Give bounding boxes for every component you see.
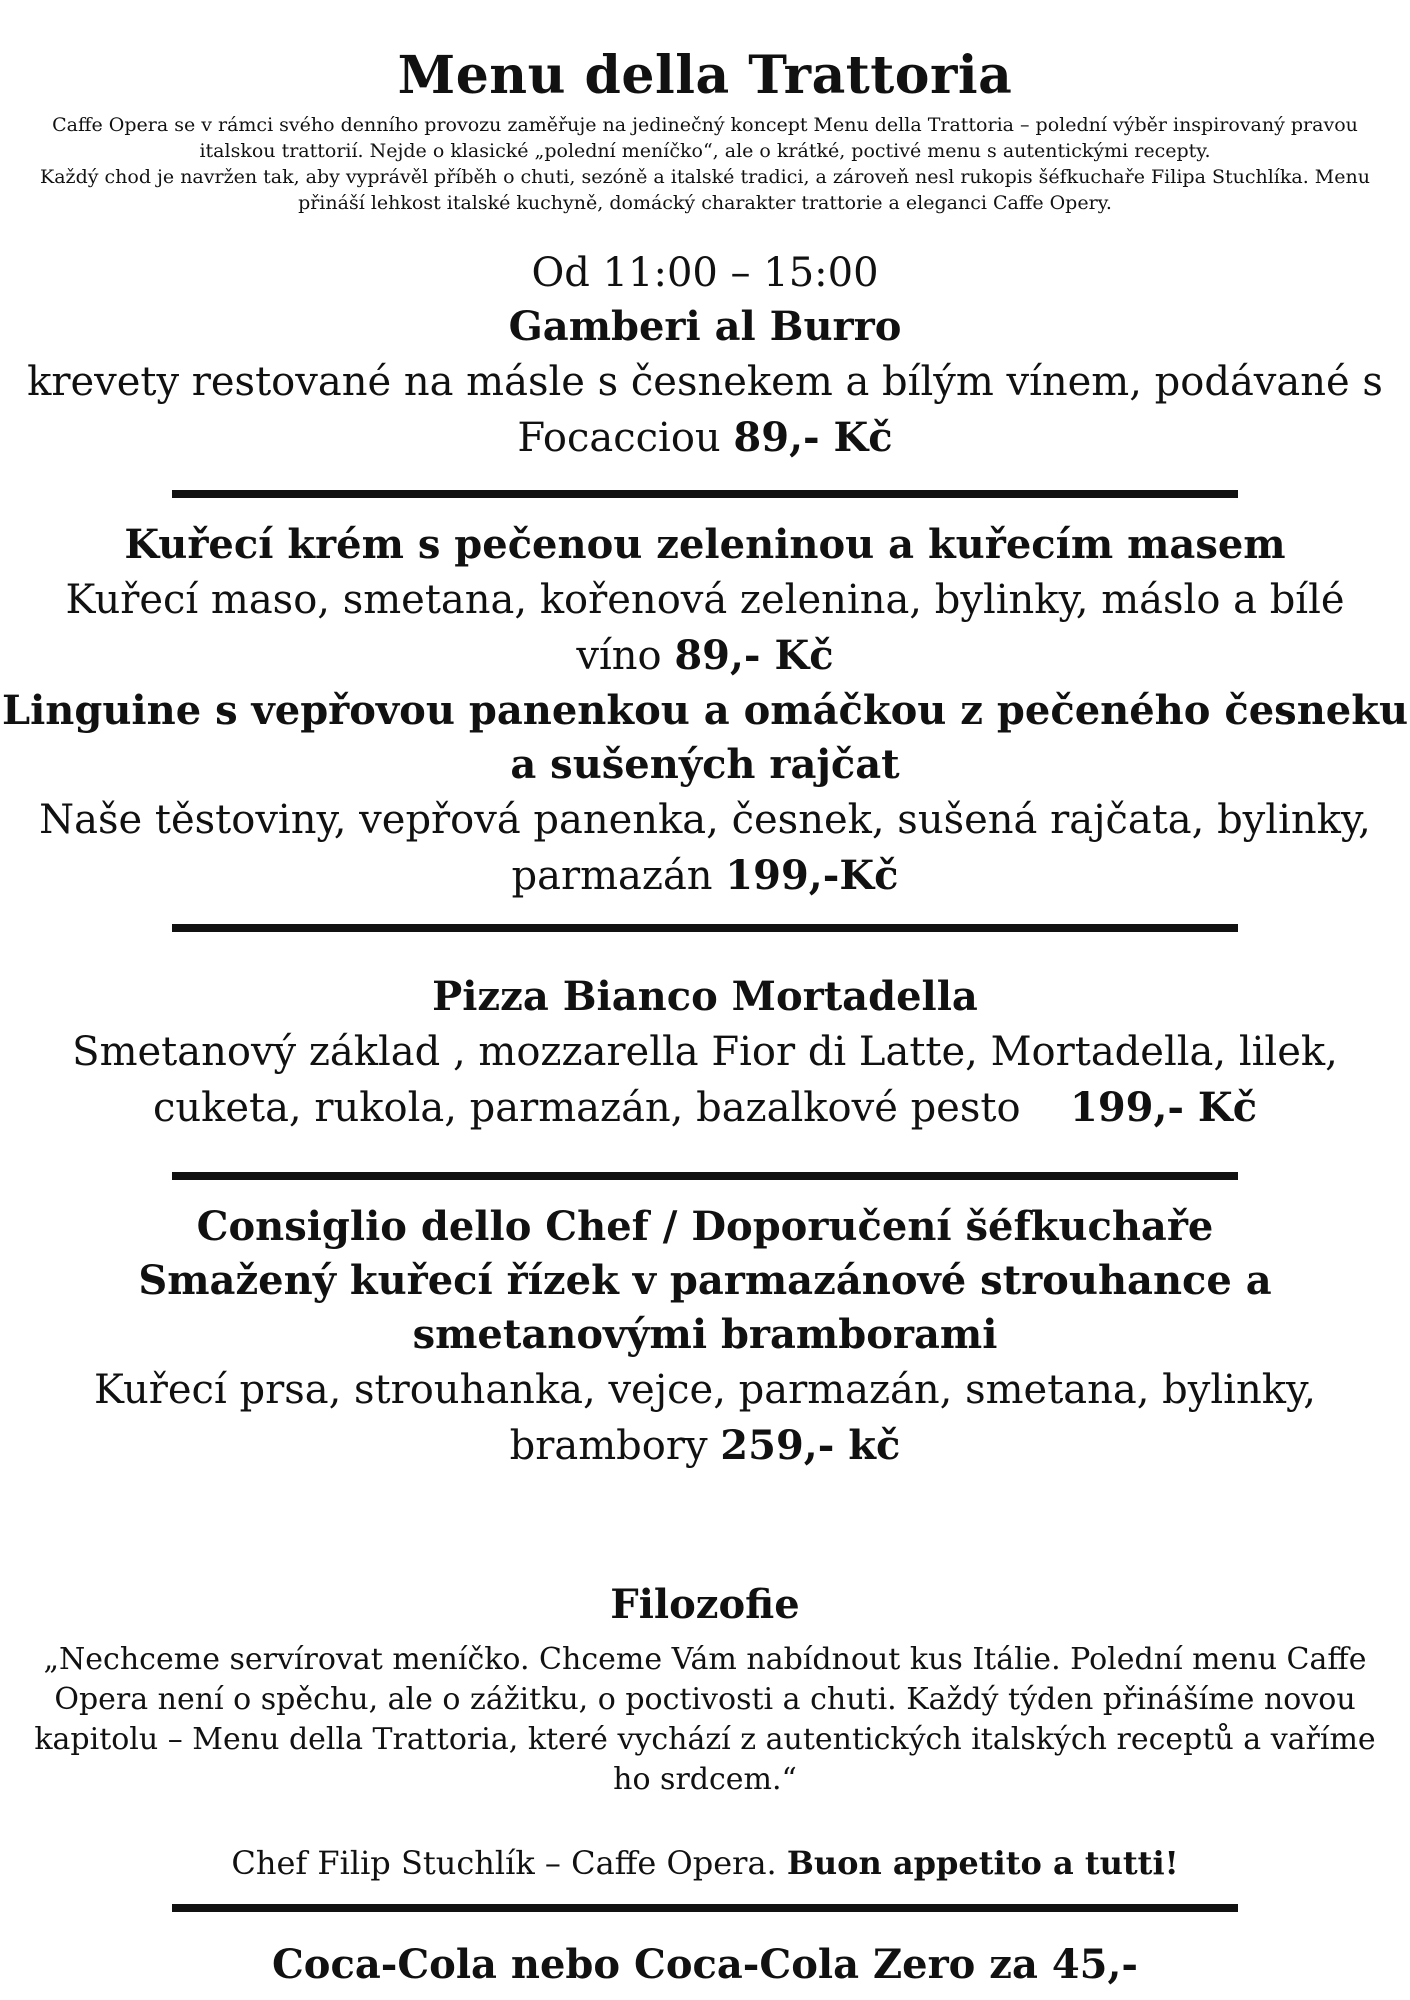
dish-item <box>0 300 1410 466</box>
philosophy-section <box>0 1578 1410 1884</box>
dish-name: Linguine s vepřovou panenkou a omáčkou z pečeného česneku a sušených rajčat <box>1 687 1409 788</box>
chef-signature <box>0 1842 1410 1884</box>
dish-description <box>0 1024 1410 1136</box>
dish-name: Pizza Bianco Mortadella <box>432 973 978 1020</box>
dish-price: 89,- Kč <box>674 632 834 679</box>
dish-description <box>0 1362 1410 1474</box>
dish-ingredients: Kuřecí maso, smetana, kořenová zelenina, bylinky, máslo a bílé víno <box>65 577 1345 679</box>
dish-item <box>0 970 1410 1136</box>
philosophy-quote: „Nechceme servírovat meníčko. Chceme Vám nabídnout kus Itálie. Polední menu Caffe Opera není o spěchu, ale o zážitku, o poctivosti a chuti. Každý týden přinášíme novou kapitolu – Menu della Trattoria, které vychází z autentických italských receptů a vaříme ho srdcem.“ <box>34 1642 1376 1797</box>
philosophy-title: Filozofie <box>610 1581 800 1628</box>
divider <box>172 924 1238 932</box>
intro-paragraph-1: Caffe Opera se v rámci svého denního provozu zaměřuje na jedinečný koncept Menu della Trattoria – polední výběr inspirovaný pravou italskou trattorií. Nejde o klasické „polední meníčko“, ale o krátké, poctivé menu s autentickými recepty. <box>52 114 1358 162</box>
dish-ingredients: krevety restované na másle s česnekem a bílým vínem, podávané s Focacciou <box>27 359 1383 461</box>
dish-ingredients: Smetanový základ , mozzarella Fior di Latte, Mortadella, lilek, cuketa, rukola, parmazán, bazalkové pesto <box>72 1029 1338 1131</box>
dish-price: 199,- Kč <box>1069 1084 1258 1131</box>
dish-price: 199,-Kč <box>725 852 899 899</box>
dish-price: 259,- kč <box>720 1422 901 1469</box>
dish-description <box>0 354 1410 466</box>
signature-text: Chef Filip Stuchlík – Caffe Opera. <box>231 1844 777 1882</box>
dish-name: Gamberi al Burro <box>508 303 902 350</box>
dish-ingredients: Naše těstoviny, vepřová panenka, česnek, sušená rajčata, bylinky, parmazán <box>39 797 1371 899</box>
dish-name: Smažený kuřecí řízek v parmazánové strouhance a smetanovými bramborami <box>138 1257 1272 1358</box>
dish-description <box>0 792 1410 904</box>
closing-phrase: Buon appetito a tutti! <box>786 1844 1179 1882</box>
dish-price: 89,- Kč <box>733 414 893 461</box>
divider <box>172 1172 1238 1180</box>
dish-ingredients: Kuřecí prsa, strouhanka, vejce, parmazán, smetana, bylinky, brambory <box>94 1367 1316 1469</box>
chef-recommendation <box>0 1200 1410 1474</box>
divider <box>172 490 1238 498</box>
dish-description <box>0 572 1410 684</box>
drink-offer: Coca-Cola nebo Coca-Cola Zero za 45,- <box>271 1941 1139 1988</box>
dish-name: Kuřecí krém s pečenou zeleninou a kuřecím masem <box>124 521 1286 568</box>
dish-item <box>0 518 1410 684</box>
intro-text <box>0 108 1410 216</box>
dish-item <box>0 684 1410 904</box>
divider <box>172 1904 1238 1912</box>
section-heading: Consiglio dello Chef / Doporučení šéfkuchaře <box>196 1203 1214 1250</box>
intro-paragraph-2: Každý chod je navržen tak, aby vyprávěl příběh o chuti, sezóně a italské tradici, a zároveň nesl rukopis šéfkuchaře Filipa Stuchlíka. Menu přináší lehkost italské kuchyně, domácký charakter trattorie a eleganci Caffe Opery. <box>40 166 1370 214</box>
page-title: Menu della Trattoria <box>397 45 1013 106</box>
serving-hours: Od 11:00 – 15:00 <box>531 250 879 296</box>
